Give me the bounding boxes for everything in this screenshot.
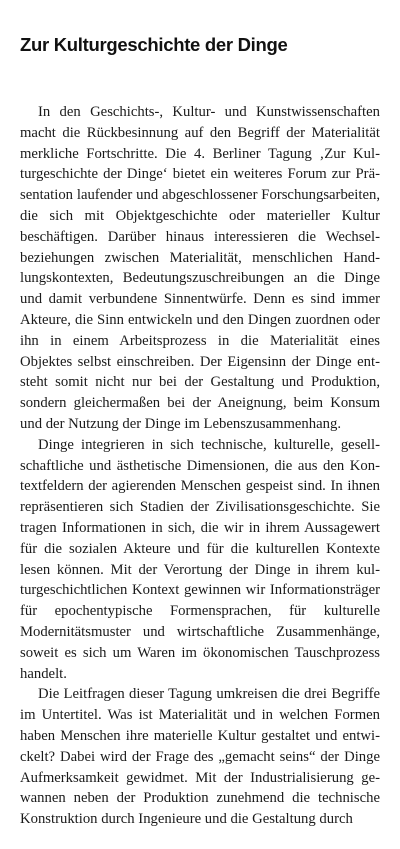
paragraph-2: Dinge integrieren in sich technische, kulturelle, gesellschaftliche und ästhetische Dimensionen, die aus den Kontextfeldern der agierenden Menschen gespeist sind. In ihnen repräsentieren sich Stadien der Zivilisationsgeschichte. Sie tragen Informationen in sich, die wir in ihrem Aussagewert für die sozialen Akteure und für die kulturellen Kontexte lesen können. Mit der Verortung der Dinge in ihrem kulturgeschichtlichen Kontext gewinnen wir Informationsträger für epochentypische Formensprachen, für kulturelle Modernitätsmuster und wirtschaftliche Zusammenhänge, soweit es sich um Waren im ökonomischen Tauschprozess handelt. [20, 436, 380, 682]
paragraph-1: In den Geschichts-, Kultur- und Kunstwissenschaften macht die Rückbesinnung auf den Begriff der Materialität merkliche Fortschritte. Die 4. Berliner Tagung ‚Zur Kulturgeschichte der Dinge‘ bietet ein weiteres Forum zur Präsentation laufender und abgeschlossener Forschungsarbeiten, die sich mit Objektgeschichte oder materieller Kultur beschäftigen. Darüber hinaus interessieren die Wechselbeziehungen zwischen Materialität, menschlichen Handlungskontexten, Bedeutungszuschreibungen an die Dinge und damit verbundene Sinnentwürfe. Denn es sind immer Akteure, die Sinn entwickeln und den Dingen zuordnen oder ihn in einem Arbeitsprozess in die Materialität eines Objektes selbst einschreiben. Der Eigensinn der Dinge entsteht somit nicht nur bei der Gestaltung und Produktion, sondern gleichermaßen bei der Aneignung, beim Konsum und der Nutzung der Dinge im Lebenszusammenhang. [20, 104, 380, 432]
document-body [20, 102, 380, 830]
page-title: Zur Kulturgeschichte der Dinge [20, 34, 288, 55]
paragraph-3: Die Leitfragen dieser Tagung umkreisen die drei Begriffe im Untertitel. Was ist Materialität und in welchen Formen haben Menschen ihre materielle Kultur gestaltet und entwickelt? Dabei wird der Frage des „gemacht seins“ der Dinge Aufmerksamkeit gewidmet. Mit der Industrialisierung gewannen neben der Produktion zunehmend die technische Konstruktion durch Ingenieure und die Gestaltung durch [20, 686, 380, 828]
